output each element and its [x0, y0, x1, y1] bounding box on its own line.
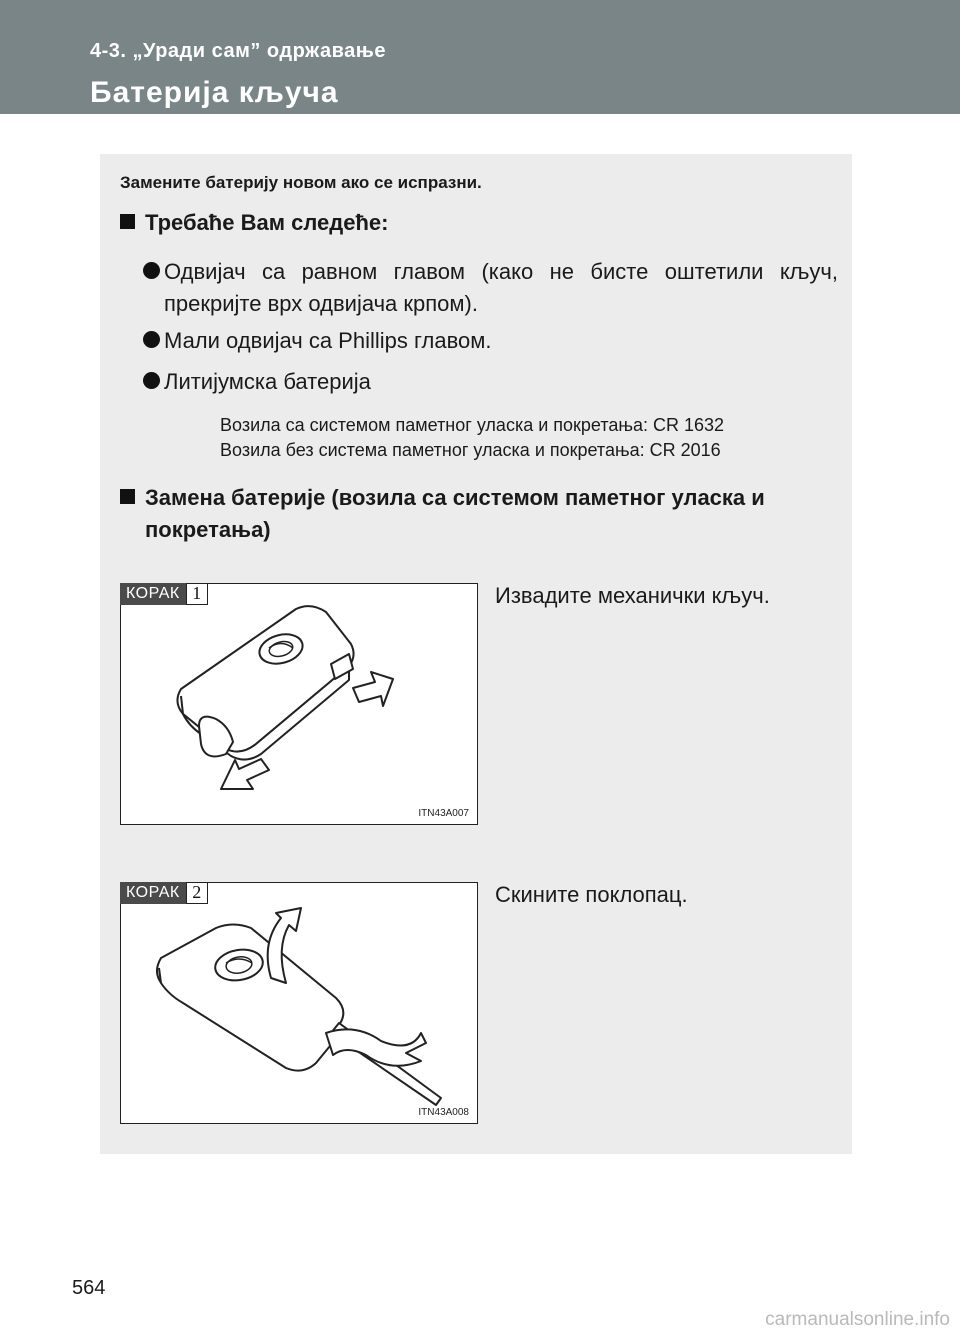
list-item [143, 325, 838, 357]
intro-text: Замените батерију новом ако се испразни. [120, 173, 482, 192]
battery-note: Возила са системом паметног уласка и покретања: CR 1632 [220, 415, 725, 435]
square-bullet-icon [120, 489, 135, 504]
battery-note: Возила без система паметног уласка и покретања: CR 2016 [220, 440, 721, 460]
step-1-figure [120, 583, 478, 825]
list-item [143, 256, 838, 320]
list-item-text: Мали одвијач са Phillips главом. [164, 328, 492, 353]
page-header [0, 0, 960, 114]
replacement-heading [120, 482, 820, 546]
bullet-dot-icon [143, 331, 160, 348]
bullet-dot-icon [143, 372, 160, 389]
step-number: 1 [186, 583, 208, 605]
step-2-figure [120, 882, 478, 1124]
list-item-text: Литијумска батерија [164, 369, 371, 394]
needs-heading [120, 207, 388, 239]
section-title: 4-3. „Уради сам” одржавање [90, 40, 386, 62]
step-label: КОРАК [120, 583, 186, 605]
page-title: Батерија кључа [90, 76, 339, 109]
step-1-instruction: Извадите механички кључ. [495, 583, 770, 608]
replacement-heading-text: Замена батерије (возила са системом паметног уласка и покретања) [145, 485, 765, 542]
step-number: 2 [186, 882, 208, 904]
watermark: carmanualsonline.info [765, 1309, 950, 1330]
page-number: 564 [72, 1277, 106, 1299]
key-fob-remove-cover-illustration [121, 883, 477, 1123]
figure-code: ITN43A008 [418, 1107, 469, 1118]
square-bullet-icon [120, 214, 135, 229]
step-badge [120, 882, 208, 904]
step-2-instruction: Скините поклопац. [495, 882, 688, 907]
step-label: КОРАК [120, 882, 186, 904]
list-item [143, 366, 838, 398]
list-item-text: Одвијач са равном главом (како не бисте оштетили кључ, прекријте врх одвијача крпом). [164, 259, 838, 316]
step-badge [120, 583, 208, 605]
needs-heading-text: Требаће Вам следеће: [145, 210, 389, 235]
key-fob-remove-key-illustration [121, 584, 477, 824]
bullet-dot-icon [143, 262, 160, 279]
figure-code: ITN43A007 [418, 808, 469, 819]
